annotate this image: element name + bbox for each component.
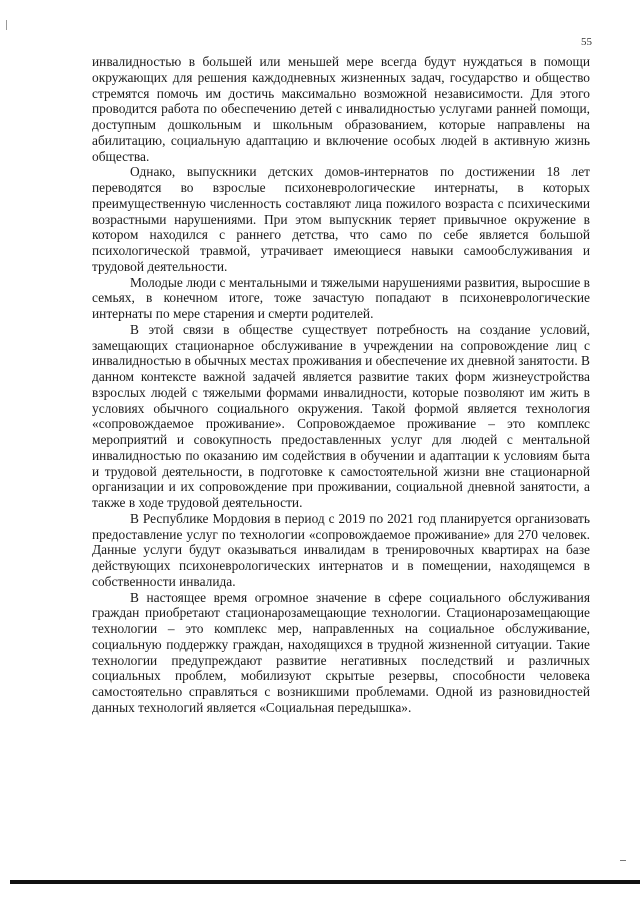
scan-bottom-edge <box>10 880 640 884</box>
scan-corner-mark <box>620 860 626 861</box>
paragraph-replacement-technologies: В настоящее время огромное значение в сфере социального обслуживания граждан приобретают стационарозамещающие технологии. Стационарозамещающие технологии – это комплекс мер, направленных на социальное обслуживание, социальную поддержку граждан, находящихся в трудной жизненной ситуации. Такие технологии предупреждают развитие негативных последствий и различных социальных проблем, мобилизуют скрытые резервы, способности человека самостоятельно справляться с возникшими проблемами. Одной из разновидностей данных технологий является «Социальная передышка». <box>92 589 590 715</box>
paragraph-graduates: Однако, выпускники детских домов-интернатов по достижении 18 лет переводятся во взрослые психоневрологические интернаты, в которых преимущественную численность составляют лица пожилого возраста с психическими возрастными нарушениями. При этом выпускник теряет привычное окружение в котором находился с раннего детства, что само по себе является большой психологической травмой, утрачивает имеющиеся навыки самообслуживания и трудовой деятельности. <box>92 164 590 274</box>
scan-margin-mark <box>6 20 7 30</box>
paragraph-young-people: Молодые люди с ментальными и тяжелыми нарушениями развития, выросшие в семьях, в конечном итоге, тоже зачастую попадают в психоневрологические интернаты по мере старения и смерти родителей. <box>92 274 590 321</box>
paragraph-mordovia: В Республике Мордовия в период с 2019 по 2021 год планируется организовать предоставление услуг по технологии «сопровождаемое проживание» для 270 человек. Данные услуги будут оказываться инвалидам в тренировочных квартирах на базе действующих психоневрологических интернатов и в помещении, находящемся в собственности инвалида. <box>92 510 590 589</box>
paragraph-continuation: инвалидностью в большей или меньшей мере всегда будут нуждаться в помощи окружающих для решения каждодневных жизненных задач, государство и общество стремятся помочь им достичь максимально возможной независимости. Для этого проводится работа по обеспечению детей с инвалидностью услугами ранней помощи, доступным дошкольным и школьным образованием, которые направлены на абилитацию, социальную адаптацию и включение особых людей в активную жизнь общества. <box>92 54 590 164</box>
page-number: 55 <box>581 36 592 48</box>
paragraph-supported-living: В этой связи в обществе существует потребность на создание условий, замещающих стационарное обслуживание в учреждении на сопровождение лиц с инвалидностью в обычных местах проживания и обеспечение их дневной занятости. В данном контексте важной задачей является развитие таких форм жизнеустройства взрослых людей с тяжелыми формами инвалидности, которые позволяют им жить в условиях обычного социального окружения. Такой формой является технология «сопровождаемое проживание». Сопровождаемое проживание – это комплекс мероприятий и совокупность предоставленных услуг для людей с ментальной инвалидностью по оказанию им содействия в обучении и адаптации к условиям быта и трудовой деятельности, в подготовке к самостоятельной жизни вне стационарной организации и их сопровождение при проживании, социальной дневной занятости, а также в ходе трудовой деятельности. <box>92 321 590 510</box>
document-body <box>92 54 590 716</box>
